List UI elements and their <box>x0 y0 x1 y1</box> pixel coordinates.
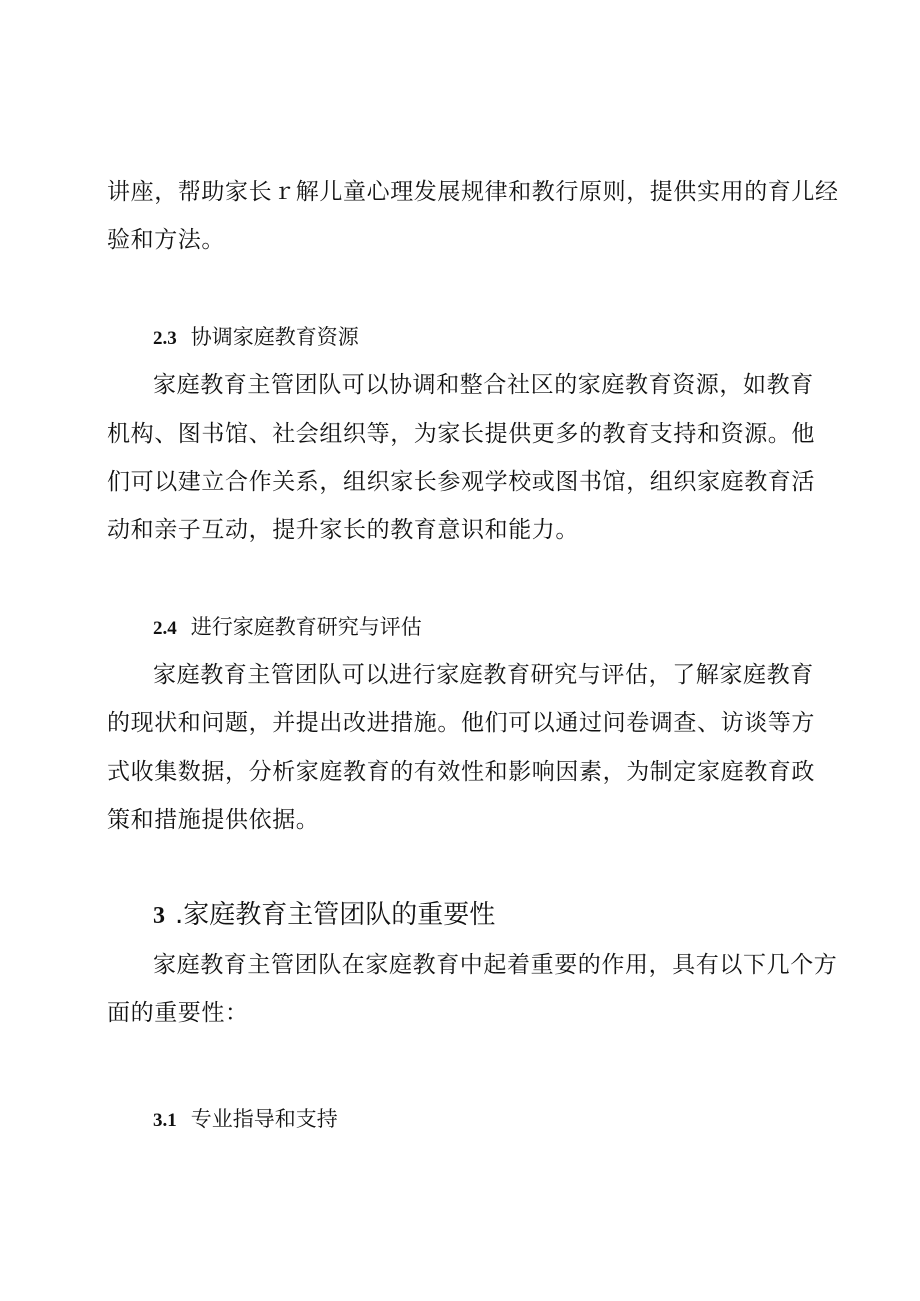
paragraph-line: 的现状和问题，并提出改进措施。他们可以通过问卷调查、访谈等方 <box>107 710 815 736</box>
paragraph-line: 家庭教育主管团队可以进行家庭教育研究与评估，了解家庭教育 <box>153 662 814 688</box>
section-2-3-heading <box>153 322 359 354</box>
paragraph-line: 家庭教育主管团队可以协调和整合社区的家庭教育资源，如教育 <box>153 372 814 398</box>
paragraph-line: 家庭教育主管团队在家庭教育中起着重要的作用，具有以下几个方 <box>153 952 838 978</box>
section-title: .家庭教育主管团队的重要性 <box>175 900 496 930</box>
paragraph-line: 面的重要性： <box>107 1000 249 1026</box>
section-title: 协调家庭教育资源 <box>190 325 359 349</box>
section-number: 2.4 <box>153 618 177 639</box>
section-number: 3.1 <box>153 1110 177 1131</box>
paragraph-line: 动和亲子互动，提升家长的教育意识和能力。 <box>107 517 579 543</box>
section-title: 专业指导和支持 <box>190 1107 338 1131</box>
section-2-4-heading <box>153 612 422 644</box>
paragraph-line: 策和措施提供依据。 <box>107 807 320 833</box>
paragraph-line: 式收集数据，分析家庭教育的有效性和影响因素，为制定家庭教育政 <box>107 759 815 785</box>
paragraph-line: 机构、图书馆、社会组织等，为家长提供更多的教育支持和资源。他 <box>107 421 815 447</box>
section-3-1-heading <box>153 1104 338 1136</box>
section-number: 3 <box>153 903 165 929</box>
section-3-heading <box>153 898 495 933</box>
paragraph-line: 们可以建立合作关系，组织家长参观学校或图书馆，组织家庭教育活 <box>107 469 815 495</box>
section-title: 进行家庭教育研究与评估 <box>190 615 422 639</box>
intro-line-1: 讲座，帮助家长ｒ解儿童心理发展规律和教行原则，提供实用的育儿经 <box>107 179 839 205</box>
intro-line-2: 验和方法。 <box>107 227 225 253</box>
section-number: 2.3 <box>153 328 177 349</box>
